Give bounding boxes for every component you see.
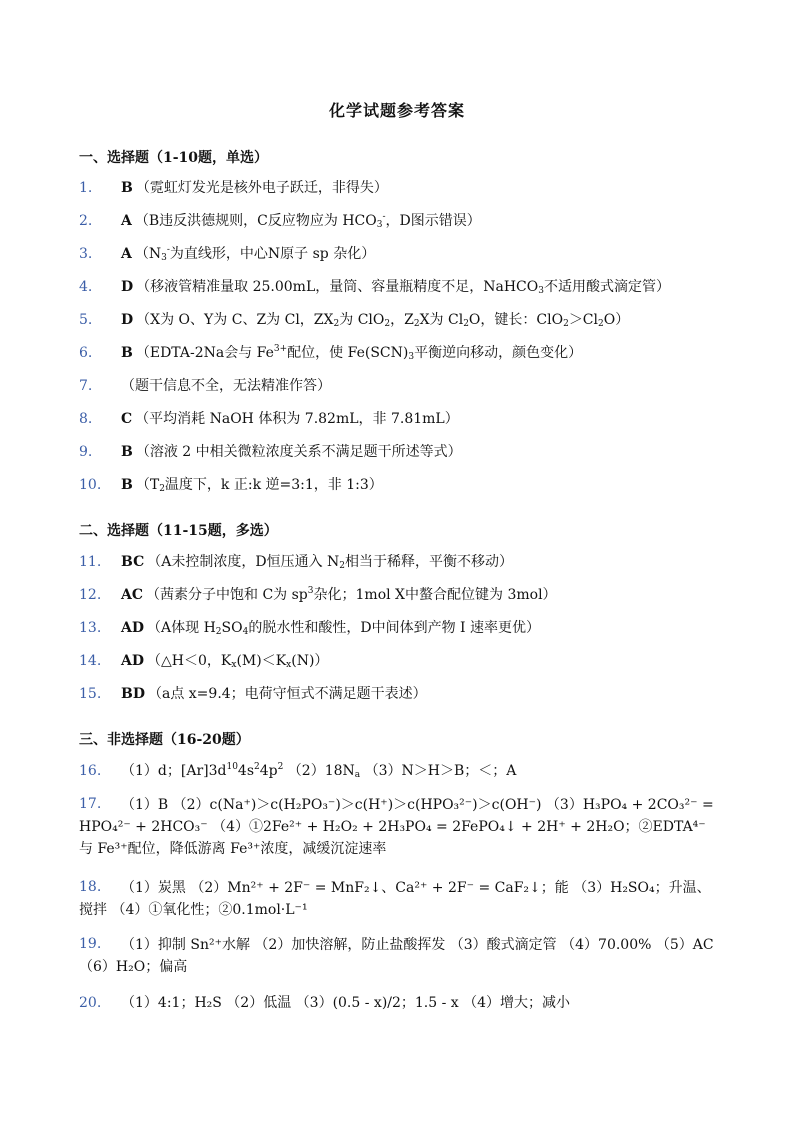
page-title: 化学试题参考答案	[328, 101, 465, 120]
answer-explanation: （A未控制浓度，D恒压通入 N	[147, 554, 340, 570]
item-number: 14.	[79, 653, 102, 669]
item-number: 16.	[79, 763, 102, 779]
answer-explanation-cont: 不适用酸式滴定管）	[543, 279, 670, 295]
answer-explanation: （△H＜0，K	[147, 653, 232, 669]
answer-explanation-cont: SO	[221, 620, 243, 636]
answer-explanation: （茜素分子中饱和 C为 sp	[146, 587, 308, 603]
subscript: 2	[333, 319, 340, 329]
answer-explanation-cont: O，键长：ClO	[468, 312, 564, 328]
answer-explanation-cont: (N)）	[291, 653, 329, 669]
item-number: 15.	[79, 686, 102, 702]
answer-explanation: （移液管精准量取 25.00mL，量筒、容量瓶精度不足，NaHCO	[136, 279, 539, 295]
subscript: 4	[242, 627, 249, 637]
answer-explanation-cont: 配位，使 Fe(SCN)	[287, 345, 409, 361]
answer-explanation-cont: O）	[603, 312, 630, 328]
answer-explanation-cont: 4s	[237, 763, 255, 779]
subscript: x	[231, 660, 237, 670]
answer-explanation: （霓虹灯发光是核外电子跃迁，非得失）	[135, 180, 388, 196]
answer-explanation-cont: 杂化；1mol X中螯合配位键为 3mol）	[313, 587, 557, 603]
answer-item-8	[79, 409, 719, 429]
answer-explanation-cont: 平衡逆向移动，颜色变化）	[414, 345, 583, 361]
answer-item-20	[79, 993, 719, 1013]
answer-explanation: （T	[135, 477, 160, 493]
item-number: 13.	[79, 620, 102, 636]
subscript: 2	[463, 319, 469, 329]
answer-item-1	[79, 178, 719, 198]
subscript: 3	[538, 286, 544, 296]
answer-explanation: （N	[134, 246, 162, 262]
answer-item-19	[79, 934, 719, 978]
answer-letter: BC	[121, 554, 145, 570]
answer-item-13	[79, 618, 719, 638]
item-number: 20.	[79, 995, 102, 1011]
answer-explanation-cont: X为 Cl	[419, 312, 464, 328]
answer-explanation: （EDTA-2Na会与 Fe	[135, 345, 274, 361]
item-number: 9.	[79, 444, 93, 460]
answer-item-3	[79, 244, 719, 264]
answer-letter: B	[121, 477, 133, 493]
answer-letter: C	[121, 411, 133, 427]
item-number: 18.	[79, 879, 102, 895]
answer-explanation: （平均消耗 NaOH 体积为 7.82mL，非 7.81mL）	[135, 411, 459, 427]
answer-explanation: （a点 x=9.4；电荷守恒式不满足题干表述）	[147, 686, 427, 702]
answer-letter: AD	[121, 620, 145, 636]
subscript: x	[286, 660, 292, 670]
section-heading-non-choice: 三、非选择题（16-20题）	[79, 732, 250, 748]
answer-explanation: （1）d；[Ar]3d	[121, 763, 227, 779]
answer-explanation: （X为 O、Y为 C、Z为 Cl，ZX	[136, 312, 334, 328]
superscript: 3	[307, 586, 314, 596]
answer-letter: AC	[121, 587, 144, 603]
answer-explanation: （题干信息不全，无法精准作答）	[121, 378, 331, 394]
item-number: 19.	[79, 936, 102, 952]
subscript: 3	[408, 352, 415, 362]
answer-explanation: （B违反洪德规则，C反应物应为 HCO	[134, 213, 377, 229]
answer-letter: D	[121, 279, 134, 295]
item-number: 10.	[79, 477, 102, 493]
answer-explanation-cont: ＞Cl	[568, 312, 599, 328]
superscript: 2	[254, 762, 260, 772]
item-number: 12.	[79, 587, 102, 603]
superscript: -	[166, 245, 170, 255]
section-heading-single-choice: 一、选择题（1-10题，单选）	[79, 150, 269, 166]
answer-letter: AD	[121, 653, 145, 669]
answer-item-15	[79, 684, 719, 704]
item-number: 11.	[79, 554, 102, 570]
answer-explanation: （1）4:1；H₂S （2）低温 （3）(0.5 - x)/2；1.5 - x （4）增大；减小	[121, 995, 571, 1011]
item-number: 6.	[79, 345, 93, 361]
answer-item-6	[79, 343, 719, 363]
answer-letter: BD	[121, 686, 145, 702]
subscript: 3	[161, 253, 167, 263]
answer-item-12	[79, 585, 719, 605]
answer-explanation-cont: （2）18N	[283, 763, 355, 779]
answer-explanation-cont: 为 ClO	[339, 312, 385, 328]
answer-explanation: （溶液 2 中相关微粒浓度关系不满足题干所述等式）	[135, 444, 462, 460]
answer-explanation-cont: ，Z	[390, 312, 414, 328]
subscript: 2	[413, 319, 420, 329]
subscript: 2	[339, 561, 346, 571]
item-number: 1.	[79, 180, 93, 196]
answer-explanation-cont: 4p	[259, 763, 278, 779]
answer-item-14	[79, 651, 719, 671]
answer-explanation: （1）B （2）c(Na⁺)＞c(H₂PO₃⁻)＞c(H⁺)＞c(HPO₃²⁻)＞c(OH⁻) （3）H₃PO₄ + 2CO₃²⁻ = HPO₄²⁻ + 2HCO₃⁻ （4）①2Fe²⁺ + H₂O₂ + 2H₃PO₄ = 2FePO₄↓ + 2H⁺ + 2H₂O；②EDTA⁴⁻与 Fe³⁺配位，降低游离 Fe³⁺浓度，减缓沉淀速率	[79, 797, 714, 857]
answer-item-9	[79, 442, 719, 462]
section-heading-multi-choice: 二、选择题（11-15题，多选）	[79, 523, 278, 539]
answer-item-16	[79, 761, 719, 781]
subscript: a	[354, 770, 361, 780]
answer-explanation-cont: 为直线形，中心N原子 sp 杂化）	[169, 246, 376, 262]
answer-item-10	[79, 475, 719, 495]
answer-explanation-cont: 的脱水性和酸性，D中间体到产物 I 速率更优）	[248, 620, 540, 636]
item-number: 4.	[79, 279, 93, 295]
answer-explanation-cont: （3）N＞H＞B；＜；A	[360, 763, 517, 779]
superscript: 10	[226, 762, 238, 772]
answer-item-17	[79, 794, 719, 860]
answer-explanation: （1）抑制 Sn²⁺水解 （2）加快溶解，防止盐酸挥发 （3）酸式滴定管 （4）70.00% （5）AC （6）H₂O；偏高	[79, 937, 714, 975]
answer-letter: D	[121, 312, 134, 328]
subscript: 2	[159, 484, 165, 494]
item-number: 17.	[79, 796, 102, 812]
answer-explanation-cont: 温度下，k 正:k 逆=3:1，非 1:3）	[164, 477, 383, 493]
answer-letter: B	[121, 180, 133, 196]
subscript: 2	[215, 627, 222, 637]
answer-explanation-cont: ，D图示错误）	[385, 213, 481, 229]
answer-letter: A	[121, 246, 132, 262]
superscript: -	[382, 212, 386, 222]
superscript: 3+	[273, 344, 288, 354]
answer-explanation-cont: 相当于稀释，平衡不移动）	[345, 554, 514, 570]
answer-item-4	[79, 277, 719, 297]
item-number: 3.	[79, 246, 93, 262]
subscript: 3	[376, 220, 383, 230]
item-number: 8.	[79, 411, 93, 427]
subscript: 2	[384, 319, 391, 329]
subscript: 2	[598, 319, 604, 329]
answer-explanation: （A体现 H	[147, 620, 216, 636]
answer-letter: B	[121, 345, 133, 361]
answer-explanation: （1）炭黑 （2）Mn²⁺ + 2F⁻ = MnF₂↓、Ca²⁺ + 2F⁻ = CaF₂↓；能 （3）H₂SO₄；升温、搅拌 （4）①氧化性；②0.1mol·L⁻¹	[79, 880, 711, 918]
answer-letter: A	[121, 213, 132, 229]
answer-item-11	[79, 552, 719, 572]
answer-item-18	[79, 877, 719, 921]
item-number: 2.	[79, 213, 93, 229]
answer-item-5	[79, 310, 719, 330]
item-number: 5.	[79, 312, 93, 328]
answer-letter: B	[121, 444, 133, 460]
subscript: 2	[563, 319, 569, 329]
superscript: 2	[277, 762, 284, 772]
answer-item-2	[79, 211, 719, 231]
answer-item-7	[79, 376, 719, 396]
answer-explanation-cont: (M)＜K	[236, 653, 287, 669]
item-number: 7.	[79, 378, 93, 394]
